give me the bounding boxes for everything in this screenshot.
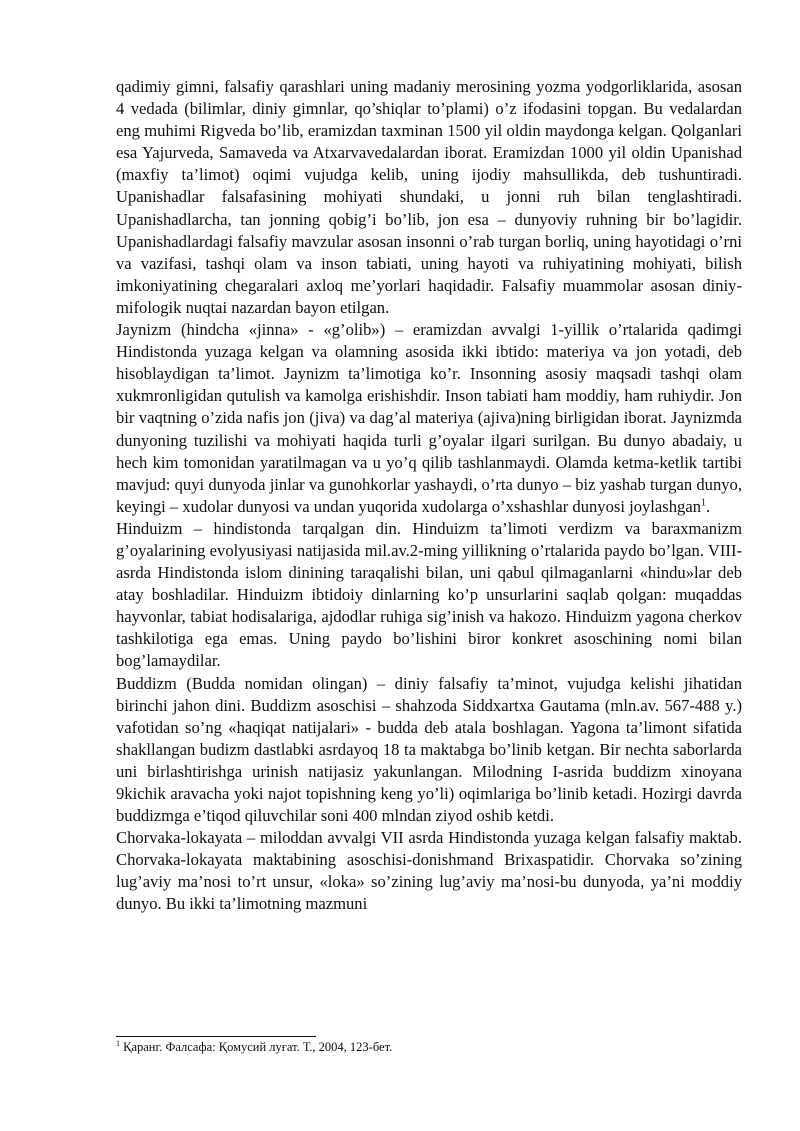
page-body	[116, 76, 742, 916]
footnote-text: Қаранг. Фалсафа: Қомусий луғат. Т., 2004, 123-бет.	[120, 1040, 393, 1054]
paragraph-hinduism: Hinduizm – hindistonda tarqalgan din. Hinduizm ta’limoti verdizm va baraxmanizm g’oyalarining evolyusiyasi natijasida mil.av.2-ming yillikning o’rtalarida paydo bo’lgan. VIII-asrda Hindistonda islom dinining taraqalishi bilan, uni qabul qilmaganlarni «hindu»lar deb atay boshladilar. Hinduizm ibtidoiy dinlarning ko’p unsurlarini saqlab qolgan: muqaddas hayvonlar, tabiat hodisalariga, ajdodlar ruhiga sig’inish va hakozo. Hinduizm yagona cherkov tashkilotiga ega emas. Uning paydo bo’lishini biror konkret asoschining nomi bilan bog’lamaydilar.	[116, 518, 742, 671]
paragraph-jainism-end: .	[706, 496, 711, 516]
footnote-reference: 1	[701, 497, 706, 509]
footnote-marker: 1	[116, 1038, 120, 1048]
paragraph-vedas: qadimiy gimni, falsafiy qarashlari uning madaniy merosining yozma yodgorliklarida, asosan 4 vedada (bilimlar, diniy gimnlar, qo’shiqlar to’plami) o’z ifodasini topgan. Bu vedalardan eng muhimi Rigveda bo’lib, eramizdan taxminan 1500 yil oldin maydonga kelgan. Qolganlari esa Yajurveda, Samaveda va Atxarvavedalardan iborat. Eramizdan 1000 yil oldin Upanishad (maxfiy ta’limot) oqimi vujudga kelib, uning ijodiy mahsullikda, deb tushuntiradi. Upanishadlar falsafasining mohiyati shundaki, u jonni ruh bilan tenglashtiradi. Upanishadlarcha, tan jonning qobig’i bo’lib, jon esa – dunyoviy ruhning bir bo’lagidir. Upanishadlardagi falsafiy mavzular asosan insonni o’rab turgan borliq, uning hayotidagi o’rni va vazifasi, tashqi olam va inson tabiati, uning hayoti va ruhiyatining mohiyati, bilish imkoniyatining chegaralari axloq me’yorlari haqidadir. Falsafiy muammolar asosan diniy-mifologik nuqtai nazardan bayon etilgan.	[116, 77, 742, 317]
paragraph-charvaka: Chorvaka-lokayata – miloddan avvalgi VII asrda Hindistonda yuzaga kelgan falsafiy maktab. Chorvaka-lokayata maktabining asoschisi-donishmand Brixaspatidir. Chorvaka so’zining lug’aviy ma’nosi to’rt unsur, «loka» so’zining lug’aviy ma’nosi-bu dunyoda, ya’ni moddiy dunyo. Bu ikki ta’limotning mazmuni	[116, 828, 742, 914]
footnote-separator	[116, 1036, 316, 1037]
paragraph-jainism-text: Jaynizm (hindcha «jinna» - «g’olib») – eramizdan avvalgi 1-yillik o’rtalarida qadimgi Hindistonda yuzaga kelgan va olamning asosida ikki ibtido: materiya va jon yotadi, deb hisoblaydigan ta’limot. Jaynizm ta’limotiga ko’r. Insonning asosiy maqsadi tashqi olam xukmronligidan qutulish va kamolga erishishdir. Inson tabiati ham moddiy, ham ruhiydir. Jon bir vaqtning o’zida nafis jon (jiva) va dag’al materiya (ajiva)ning birligidan iborat. Jaynizmda dunyoning tuzilishi va mohiyati haqida turli g’oyalar ilgari surilgan. Bu dunyo abadaiy, u hech kim tomonidan yaratilmagan va u yo’q qilib tashlanmaydi. Olamda ketma-ketlik tartibi mavjud: quyi dunyoda jinlar va gunohkorlar yashaydi, o’rta dunyo – biz yashab turgan dunyo, keyingi – xudolar dunyosi va undan yuqorida xudolarga o’xshashlar dunyosi joylashgan	[116, 320, 742, 516]
footnote	[116, 1040, 742, 1055]
paragraph-buddhism: Buddizm (Budda nomidan olingan) – diniy falsafiy ta’minot, vujudga kelishi jihatidan birinchi jahon dini. Buddizm asoschisi – shahzoda Siddxartxa Gautama (mln.av. 567-488 y.) vafotidan so’ng «haqiqat natijalari» - budda deb atala boshlagan. Yagona ta’limont sifatida shakllangan budizm dastlabki asrdayoq 18 ta maktabga bo’linib ketgan. Bir nechta saborlarda uni birlashtirishga urinish natijasiz yakunlangan. Milodning I-asrida buddizm xinoyana 9kichik aravacha yoki najot topishning keng yo’li) oqimlariga bo’linib ketadi. Hozirgi davrda buddizmga e’tiqod qiluvchilar soni 400 mlndan ziyod oshib ketdi.	[116, 673, 742, 826]
paragraph-jainism	[116, 319, 742, 518]
